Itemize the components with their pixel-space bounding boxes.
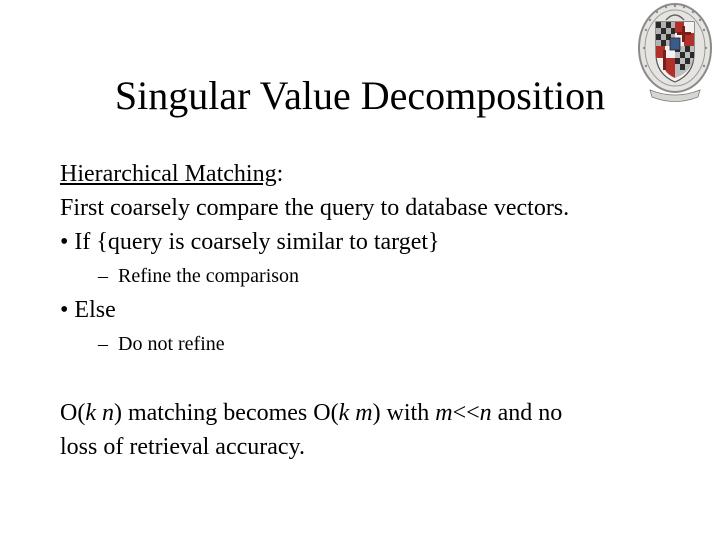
- conclusion-paragraph: [60, 396, 700, 464]
- bullet-text: Else: [74, 297, 116, 323]
- conclusion-text: <<: [452, 400, 480, 426]
- section-heading: Hierarchical Matching: [60, 161, 277, 187]
- conclusion-var-km: k m: [338, 400, 373, 426]
- conclusion-line-2: loss of retrieval accuracy.: [60, 434, 305, 460]
- bullet-marker: •: [60, 229, 69, 255]
- dash-marker: –: [98, 265, 108, 287]
- conclusion-var-m: m: [435, 400, 453, 426]
- university-seal-logo: [636, 0, 714, 112]
- bullet-marker: •: [60, 297, 69, 323]
- conclusion-text: ) with: [372, 400, 436, 426]
- section-heading-line: [60, 157, 700, 191]
- section-heading-colon: :: [276, 161, 284, 187]
- slide-body: [60, 157, 700, 464]
- sub-item-do-not-refine: [60, 327, 700, 361]
- sub-item-refine: [60, 259, 700, 293]
- conclusion-text: O(: [60, 400, 86, 426]
- bullet-item-if: [60, 225, 700, 259]
- spacer: [60, 361, 700, 396]
- conclusion-var-n: n: [479, 400, 492, 426]
- conclusion-line-1: [60, 396, 700, 430]
- sub-item-text: Do not refine: [118, 333, 225, 355]
- bullet-item-else: [60, 293, 700, 327]
- conclusion-var-kn: k n: [85, 400, 114, 426]
- conclusion-text: and no: [491, 400, 563, 426]
- conclusion-text: ) matching becomes O(: [113, 400, 339, 426]
- slide-title: Singular Value Decomposition: [114, 73, 606, 118]
- sub-item-text: Refine the comparison: [118, 265, 300, 287]
- bullet-text: If {query is coarsely similar to target}: [74, 229, 440, 255]
- intro-text: First coarsely compare the query to database vectors.: [60, 195, 570, 221]
- dash-marker: –: [98, 333, 108, 355]
